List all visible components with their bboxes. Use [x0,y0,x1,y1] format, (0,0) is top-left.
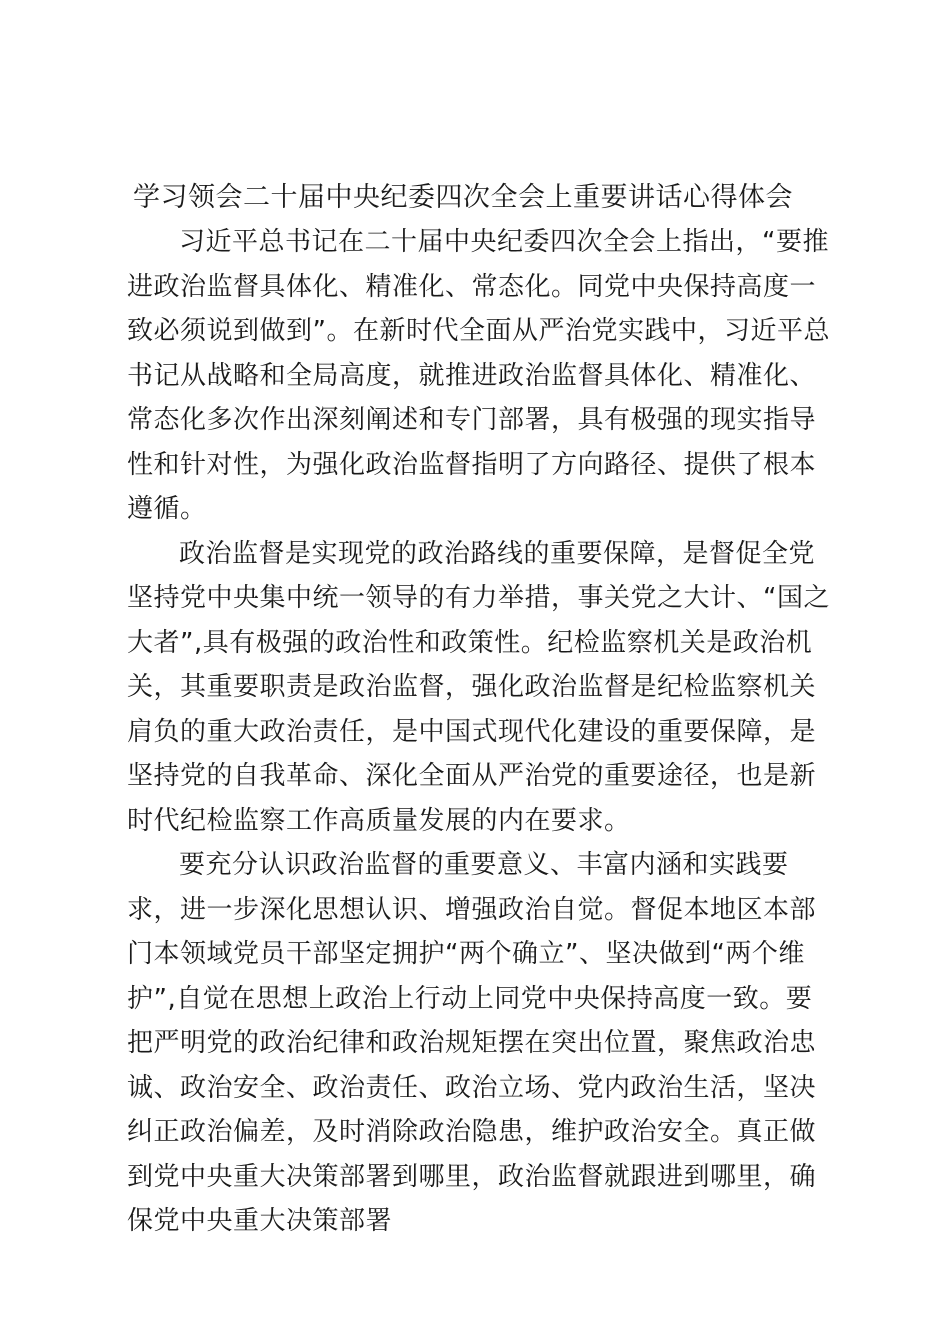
document-title: 学习领会二十届中央纪委四次全会上重要讲话心得体会 [133,182,793,213]
paragraph: 要充分认识政治监督的重要意义、丰富内涵和实践要求，进一步深化思想认识、增强政治自觉。督促本地区本部门本领域党员干部坚定拥护“两个确立”、坚决做到“两个维护”,自觉在思想上政治上行动上同党中央保持高度一致。要把严明党的政治纪律和政治规矩摆在突出位置，聚焦政治忠诚、政治安全、政治责任、政治立场、党内政治生活，坚决纠正政治偏差，及时消除政治隐患，维护政治安全。真正做到党中央重大决策部署到哪里，政治监督就跟进到哪里，确保党中央重大决策部署 [127,850,817,1236]
paragraph: 习近平总书记在二十届中央纪委四次全会上指出，“要推进政治监督具体化、精准化、常态化。同党中央保持高度一致必须说到做到”。在新时代全面从严治党实践中，习近平总书记从战略和全局高度，就推进政治监督具体化、精准化、常态化多次作出深刻阐述和专门部署，具有极强的现实指导性和针对性，为强化政治监督指明了方向路径、提供了根本遵循。 [127,227,830,524]
document-page [127,176,831,1244]
paragraph: 政治监督是实现党的政治路线的重要保障，是督促全党坚持党中央集中统一领导的有力举措，事关党之大计、“国之大者”,具有极强的政治性和政策性。纪检监察机关是政治机关，其重要职责是政治监督，强化政治监督是纪检监察机关肩负的重大政治责任，是中国式现代化建设的重要保障，是坚持党的自我革命、深化全面从严治党的重要途径，也是新时代纪检监察工作高质量发展的内在要求。 [127,538,830,836]
